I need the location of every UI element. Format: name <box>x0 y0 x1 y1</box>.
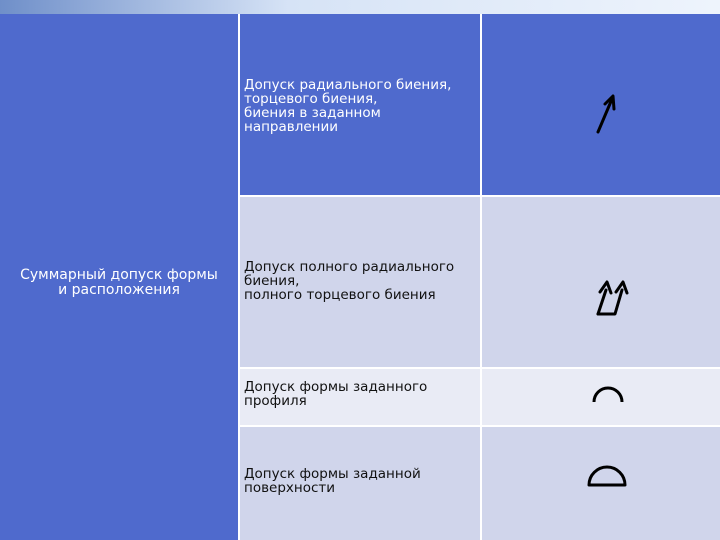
table-row-description <box>240 427 480 540</box>
description-text: Допуск формы заданной поверхности <box>244 466 421 496</box>
total-runout-icon <box>482 197 720 367</box>
category-label: Суммарный допуск формы и расположения <box>20 267 218 298</box>
description-text: Допуск формы заданного профиля <box>244 379 428 409</box>
profile-of-surface-icon <box>482 427 720 540</box>
description-text: Допуск радиального биения, торцевого биения, биения в заданном направлении <box>244 77 452 135</box>
top-decoration <box>0 0 720 14</box>
table-row-symbol <box>482 14 720 195</box>
table-row-description <box>240 14 480 195</box>
table-row-description <box>240 369 480 425</box>
table-row-symbol <box>482 197 720 367</box>
table-row-description <box>240 197 480 367</box>
runout-arrow-icon <box>482 14 720 195</box>
table-row-symbol <box>482 427 720 540</box>
category-cell <box>0 14 238 540</box>
table-row-symbol <box>482 369 720 425</box>
profile-of-line-icon <box>482 369 720 425</box>
description-text: Допуск полного радиального биения, полного торцевого биения <box>244 259 455 303</box>
